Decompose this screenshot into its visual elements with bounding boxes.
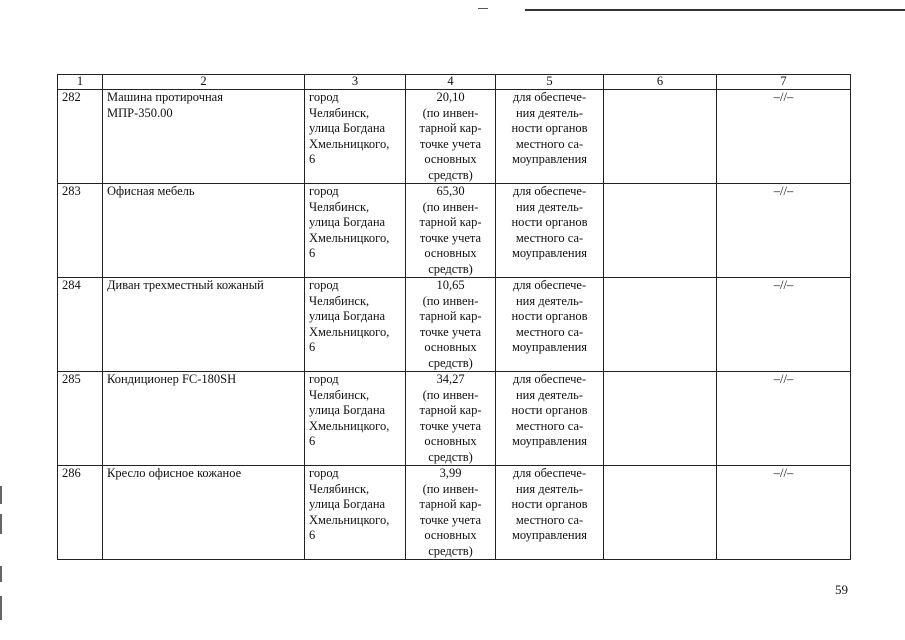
table-row	[58, 184, 851, 278]
value-line: точке учета	[419, 418, 482, 433]
address-line: Челябинск,	[309, 293, 370, 308]
purpose-line: ния деятель-	[515, 387, 584, 402]
purpose-line: для обеспече-	[512, 184, 587, 198]
value-line: средств)	[428, 543, 473, 558]
table-row	[58, 372, 851, 466]
address-line: 6	[309, 528, 316, 542]
property-table	[57, 74, 851, 560]
value-line: 34,27	[436, 372, 465, 386]
scan-margin-mark	[0, 566, 2, 582]
purpose-line: моуправления	[511, 152, 588, 166]
address-line: город	[309, 466, 339, 480]
item-name-cell	[103, 372, 305, 466]
column-number: 3	[305, 75, 406, 90]
purpose-line: местного са-	[515, 324, 584, 339]
address-line: Хмельницкого,	[309, 324, 390, 339]
top-rule	[525, 9, 905, 11]
value-line: 3,99	[439, 466, 462, 480]
value-line: средств)	[428, 167, 473, 182]
value-cell	[406, 278, 496, 372]
address-line: улица Богдана	[309, 215, 386, 229]
address-line: Хмельницкого,	[309, 512, 390, 527]
purpose-cell	[496, 278, 604, 372]
address-line: Челябинск,	[309, 481, 370, 496]
item-name-line: Машина протирочная	[107, 90, 223, 104]
value-line: тарной кар-	[419, 497, 482, 511]
item-name-cell	[103, 466, 305, 560]
purpose-line: для обеспече-	[512, 90, 587, 104]
value-line: основных	[424, 340, 477, 354]
purpose-cell	[496, 90, 604, 184]
purpose-line: моуправления	[511, 340, 588, 354]
table-row	[58, 278, 851, 372]
value-line: основных	[424, 434, 477, 448]
column-number: 7	[717, 75, 851, 90]
address-line: Хмельницкого,	[309, 230, 390, 245]
purpose-line: ния деятель-	[515, 293, 584, 308]
address-line: город	[309, 90, 339, 104]
table-row	[58, 466, 851, 560]
purpose-line: моуправления	[511, 246, 588, 260]
purpose-line: ности органов	[511, 215, 588, 229]
value-line: точке учета	[419, 512, 482, 527]
value-line: средств)	[428, 449, 473, 464]
column-number: 5	[496, 75, 604, 90]
ditto-mark: –//–	[773, 372, 794, 386]
address-line: город	[309, 184, 339, 198]
address-line: Челябинск,	[309, 387, 370, 402]
value-line: основных	[424, 152, 477, 166]
item-number: 283	[58, 184, 103, 278]
address-line: 6	[309, 152, 316, 166]
value-line: основных	[424, 246, 477, 260]
ditto-cell	[717, 466, 851, 560]
address-cell	[305, 90, 406, 184]
top-mark-short	[478, 8, 488, 9]
purpose-line: для обеспече-	[512, 278, 587, 292]
ditto-cell	[717, 90, 851, 184]
item-name-cell	[103, 184, 305, 278]
page-number: 59	[835, 582, 848, 597]
address-line: улица Богдана	[309, 403, 386, 417]
scan-margin-mark	[0, 486, 2, 504]
value-line: основных	[424, 528, 477, 542]
item-name-line: Офисная мебель	[107, 184, 195, 198]
address-cell	[305, 278, 406, 372]
address-cell	[305, 184, 406, 278]
value-line: (по инвен-	[422, 387, 479, 402]
value-line: средств)	[428, 355, 473, 370]
item-name-cell	[103, 90, 305, 184]
value-cell	[406, 184, 496, 278]
value-line: точке учета	[419, 136, 482, 151]
column-6-cell	[604, 184, 717, 278]
purpose-line: местного са-	[515, 418, 584, 433]
column-number: 4	[406, 75, 496, 90]
item-number: 285	[58, 372, 103, 466]
value-line: точке учета	[419, 324, 482, 339]
ditto-mark: –//–	[773, 184, 794, 198]
value-cell	[406, 466, 496, 560]
purpose-line: моуправления	[511, 528, 588, 542]
address-line: 6	[309, 434, 316, 448]
purpose-line: ния деятель-	[515, 105, 584, 120]
purpose-line: моуправления	[511, 434, 588, 448]
column-number: 1	[58, 75, 103, 90]
value-line: 10,65	[436, 278, 465, 292]
value-line: средств)	[428, 261, 473, 276]
address-line: улица Богдана	[309, 309, 386, 323]
purpose-cell	[496, 372, 604, 466]
purpose-line: местного са-	[515, 230, 584, 245]
ditto-mark: –//–	[773, 90, 794, 104]
scan-margin-mark	[0, 514, 2, 534]
item-number: 284	[58, 278, 103, 372]
value-line: тарной кар-	[419, 215, 482, 229]
value-line: (по инвен-	[422, 481, 479, 496]
address-line: Хмельницкого,	[309, 136, 390, 151]
ditto-mark: –//–	[773, 278, 794, 292]
purpose-line: ности органов	[511, 309, 588, 323]
address-line: 6	[309, 340, 316, 354]
address-line: 6	[309, 246, 316, 260]
purpose-cell	[496, 184, 604, 278]
address-cell	[305, 372, 406, 466]
column-6-cell	[604, 90, 717, 184]
scan-margin-mark	[0, 596, 2, 620]
purpose-line: для обеспече-	[512, 466, 587, 480]
item-number: 282	[58, 90, 103, 184]
column-6-cell	[604, 372, 717, 466]
purpose-cell	[496, 466, 604, 560]
value-line: (по инвен-	[422, 199, 479, 214]
value-line: 20,10	[436, 90, 465, 104]
value-line: тарной кар-	[419, 309, 482, 323]
value-line: 65,30	[436, 184, 465, 198]
value-line: точке учета	[419, 230, 482, 245]
purpose-line: местного са-	[515, 136, 584, 151]
address-line: город	[309, 278, 339, 292]
item-name-line: Кресло офисное кожаное	[107, 466, 242, 480]
address-line: Челябинск,	[309, 199, 370, 214]
purpose-line: для обеспече-	[512, 372, 587, 386]
address-line: Хмельницкого,	[309, 418, 390, 433]
column-number: 6	[604, 75, 717, 90]
address-cell	[305, 466, 406, 560]
value-cell	[406, 372, 496, 466]
purpose-line: ния деятель-	[515, 199, 584, 214]
item-name-line: МПР-350.00	[107, 105, 173, 120]
column-number: 2	[103, 75, 305, 90]
value-line: (по инвен-	[422, 293, 479, 308]
column-number-row	[58, 75, 851, 90]
item-name-line: Диван трехместный кожаный	[107, 278, 264, 292]
item-number: 286	[58, 466, 103, 560]
item-name-line: Кондиционер FC-180SH	[107, 372, 237, 386]
table-row	[58, 90, 851, 184]
item-name-cell	[103, 278, 305, 372]
purpose-line: ности органов	[511, 121, 588, 135]
address-line: город	[309, 372, 339, 386]
ditto-mark: –//–	[773, 466, 794, 480]
purpose-line: ности органов	[511, 497, 588, 511]
value-line: тарной кар-	[419, 403, 482, 417]
ditto-cell	[717, 278, 851, 372]
value-cell	[406, 90, 496, 184]
purpose-line: местного са-	[515, 512, 584, 527]
ditto-cell	[717, 372, 851, 466]
value-line: (по инвен-	[422, 105, 479, 120]
address-line: Челябинск,	[309, 105, 370, 120]
column-6-cell	[604, 278, 717, 372]
column-6-cell	[604, 466, 717, 560]
value-line: тарной кар-	[419, 121, 482, 135]
address-line: улица Богдана	[309, 497, 386, 511]
purpose-line: ния деятель-	[515, 481, 584, 496]
ditto-cell	[717, 184, 851, 278]
purpose-line: ности органов	[511, 403, 588, 417]
address-line: улица Богдана	[309, 121, 386, 135]
